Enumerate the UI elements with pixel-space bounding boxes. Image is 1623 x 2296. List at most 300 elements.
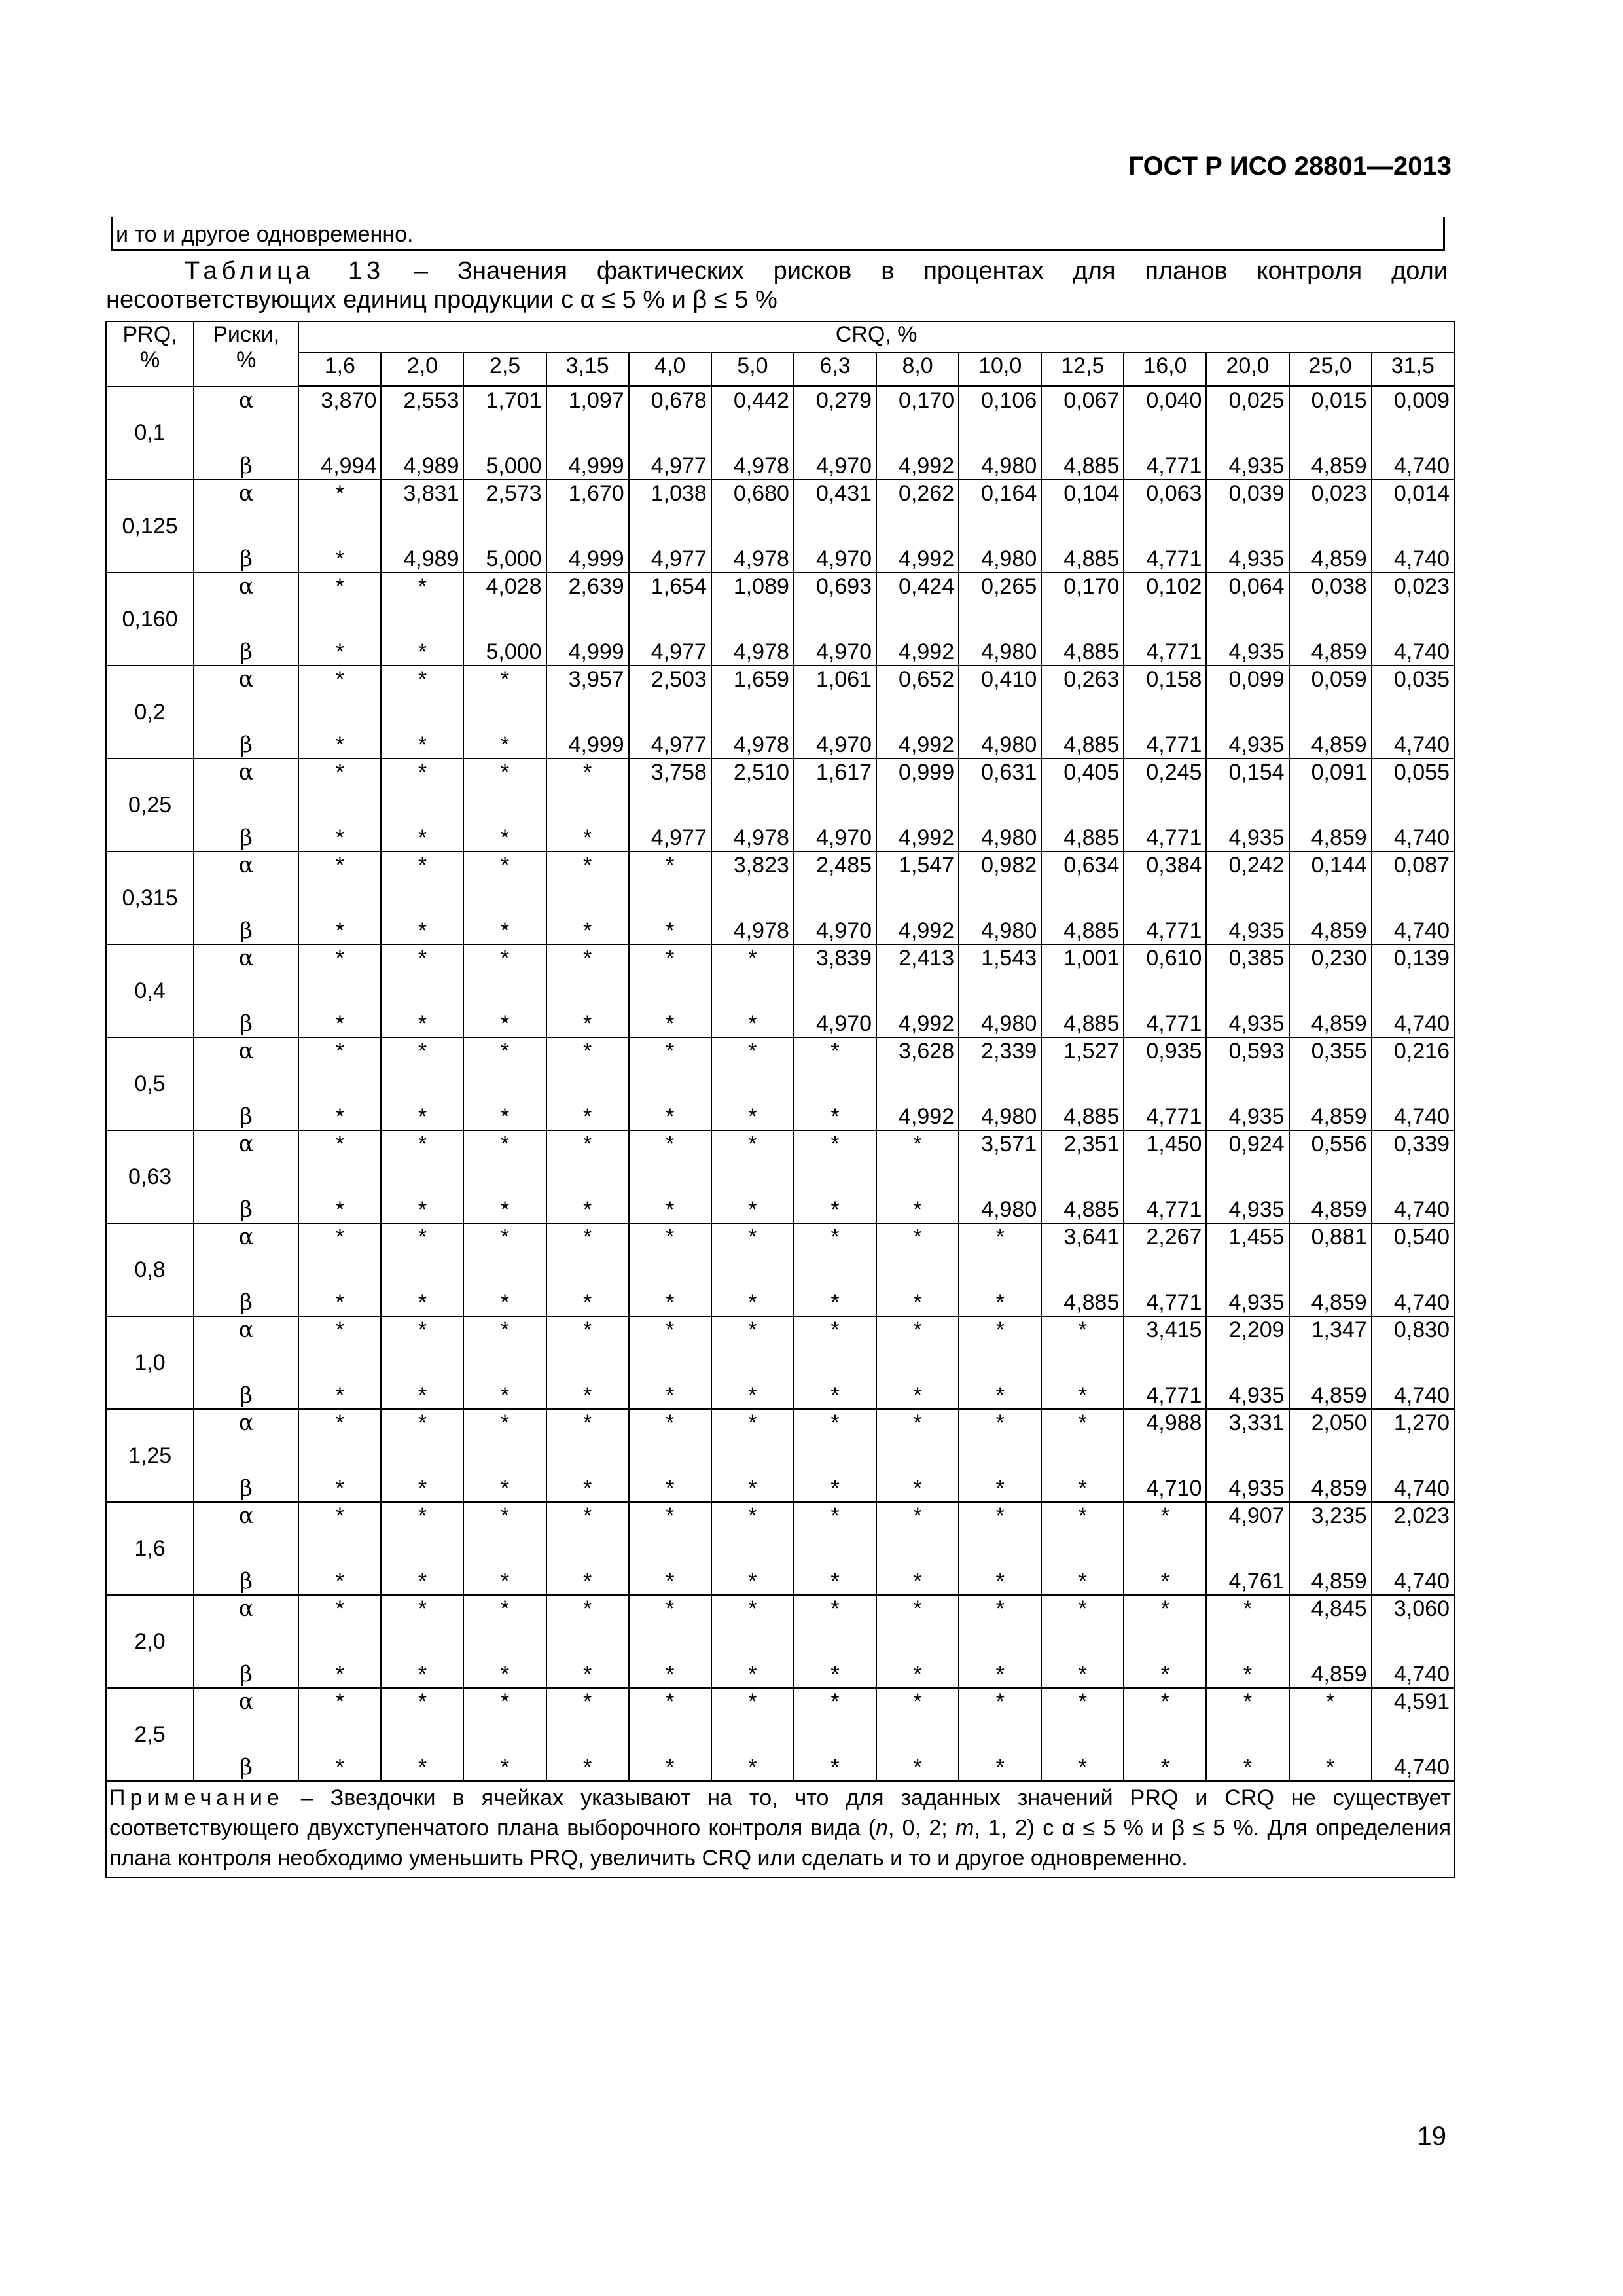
risk-value-cell bbox=[298, 1130, 381, 1223]
risk-value-cell bbox=[1041, 1130, 1124, 1223]
alpha-value: * bbox=[666, 1410, 675, 1435]
alpha-value: * bbox=[748, 1225, 757, 1249]
alpha-symbol: α bbox=[238, 1224, 254, 1250]
alpha-value: * bbox=[335, 1596, 344, 1621]
alpha-value: 0,242 bbox=[1228, 853, 1285, 878]
alpha-value: 3,060 bbox=[1393, 1596, 1450, 1621]
alpha-symbol: α bbox=[238, 852, 254, 878]
alpha-value: * bbox=[1078, 1503, 1087, 1528]
alpha-value: * bbox=[830, 1318, 840, 1342]
beta-value: * bbox=[335, 732, 344, 757]
beta-value: * bbox=[666, 918, 675, 943]
alpha-value: 0,678 bbox=[651, 388, 707, 413]
beta-value: 4,885 bbox=[1063, 639, 1120, 664]
risk-value-cell bbox=[1372, 1130, 1454, 1223]
risk-value-cell bbox=[959, 1502, 1041, 1595]
risk-value-cell bbox=[1124, 1037, 1206, 1130]
risk-value-cell bbox=[629, 1688, 711, 1781]
prq-value: 0,63 bbox=[106, 1130, 194, 1223]
risk-value-cell bbox=[1289, 666, 1372, 759]
risk-symbols bbox=[194, 386, 298, 480]
alpha-value: 0,245 bbox=[1146, 760, 1202, 785]
alpha-symbol: α bbox=[238, 945, 254, 971]
alpha-value: * bbox=[748, 1039, 757, 1064]
beta-value: 4,859 bbox=[1311, 547, 1367, 571]
crq-value-header: 31,5 bbox=[1372, 353, 1454, 386]
risk-value-cell bbox=[794, 759, 876, 852]
risk-value-cell bbox=[794, 666, 876, 759]
risk-value-cell bbox=[1289, 1037, 1372, 1130]
alpha-value: * bbox=[418, 1503, 427, 1528]
risk-value-cell bbox=[1289, 1595, 1372, 1688]
beta-value: * bbox=[418, 1569, 427, 1594]
risk-value-cell bbox=[1372, 1688, 1454, 1781]
beta-value: * bbox=[1078, 1476, 1087, 1501]
crq-value-header: 6,3 bbox=[794, 353, 876, 386]
risk-value-cell bbox=[1041, 666, 1124, 759]
risk-value-cell bbox=[1041, 1037, 1124, 1130]
alpha-value: * bbox=[418, 1596, 427, 1621]
alpha-value: * bbox=[830, 1410, 840, 1435]
alpha-value: 3,758 bbox=[651, 760, 707, 785]
alpha-value: * bbox=[830, 1503, 840, 1528]
alpha-value: 3,957 bbox=[568, 667, 624, 692]
alpha-value: 0,170 bbox=[1063, 574, 1120, 599]
alpha-value: 2,485 bbox=[815, 853, 872, 878]
alpha-value: 0,262 bbox=[899, 481, 955, 506]
caption-line-2: несоответствующих единиц продукции с α ≤ 5 % и β ≤ 5 % bbox=[106, 286, 777, 314]
beta-value: * bbox=[418, 1104, 427, 1129]
alpha-value: * bbox=[500, 1039, 510, 1064]
prq-value: 1,25 bbox=[106, 1409, 194, 1502]
alpha-value: 0,652 bbox=[899, 667, 955, 692]
risk-value-cell bbox=[1372, 1502, 1454, 1595]
alpha-symbol: α bbox=[238, 480, 254, 507]
risk-value-cell bbox=[463, 1316, 546, 1409]
alpha-value: 0,881 bbox=[1311, 1225, 1367, 1249]
crq-value-header: 3,15 bbox=[546, 353, 629, 386]
beta-value: * bbox=[335, 1011, 344, 1036]
beta-value: 4,989 bbox=[403, 454, 459, 478]
beta-value: 4,978 bbox=[733, 639, 789, 664]
risk-value-cell bbox=[463, 1130, 546, 1223]
beta-value: 4,977 bbox=[651, 825, 707, 850]
note-text-2: , 0, 2; bbox=[887, 1816, 955, 1840]
alpha-value: 0,593 bbox=[1228, 1039, 1285, 1064]
prq-value: 0,4 bbox=[106, 944, 194, 1037]
beta-value: * bbox=[1160, 1755, 1170, 1780]
table-row bbox=[106, 1223, 1454, 1316]
beta-value: * bbox=[913, 1383, 922, 1408]
beta-value: 4,859 bbox=[1311, 639, 1367, 664]
risk-symbols bbox=[194, 480, 298, 573]
alpha-value: 0,170 bbox=[899, 388, 955, 413]
risk-value-cell bbox=[381, 1223, 463, 1316]
beta-value: 4,994 bbox=[321, 454, 377, 478]
beta-value: * bbox=[830, 1755, 840, 1780]
alpha-value: 1,455 bbox=[1228, 1225, 1285, 1249]
alpha-value: 2,267 bbox=[1146, 1225, 1202, 1249]
beta-value: 4,859 bbox=[1311, 1011, 1367, 1036]
alpha-value: * bbox=[913, 1132, 922, 1157]
alpha-value: 3,415 bbox=[1146, 1318, 1202, 1342]
alpha-value: * bbox=[418, 574, 427, 599]
alpha-value: * bbox=[335, 1225, 344, 1249]
risk-value-cell bbox=[1289, 1316, 1372, 1409]
beta-value: * bbox=[1078, 1662, 1087, 1687]
beta-value: 4,992 bbox=[899, 732, 955, 757]
risk-value-cell bbox=[876, 1037, 959, 1130]
crq-value-header: 20,0 bbox=[1206, 353, 1289, 386]
beta-value: * bbox=[1160, 1569, 1170, 1594]
page-number: 19 bbox=[1417, 2122, 1446, 2151]
alpha-value: * bbox=[335, 1039, 344, 1064]
alpha-value: 4,591 bbox=[1393, 1689, 1450, 1714]
risk-value-cell bbox=[794, 944, 876, 1037]
alpha-value: 4,988 bbox=[1146, 1410, 1202, 1435]
beta-value: * bbox=[500, 1290, 510, 1315]
risk-value-cell bbox=[629, 1595, 711, 1688]
alpha-value: * bbox=[1160, 1596, 1170, 1621]
risk-value-cell bbox=[463, 1688, 546, 1781]
beta-value: 4,980 bbox=[981, 1197, 1037, 1222]
alpha-value: 1,659 bbox=[733, 667, 789, 692]
risk-value-cell bbox=[1289, 944, 1372, 1037]
alpha-value: 0,154 bbox=[1228, 760, 1285, 785]
alpha-value: 0,216 bbox=[1393, 1039, 1450, 1064]
alpha-value: 3,331 bbox=[1228, 1410, 1285, 1435]
risk-value-cell bbox=[629, 666, 711, 759]
prq-value: 2,5 bbox=[106, 1688, 194, 1781]
risk-value-cell bbox=[1041, 386, 1124, 480]
beta-value: * bbox=[913, 1290, 922, 1315]
beta-value: * bbox=[335, 639, 344, 664]
risk-value-cell bbox=[959, 1316, 1041, 1409]
beta-symbol: β bbox=[240, 1011, 253, 1037]
beta-value: 5,000 bbox=[486, 454, 542, 478]
alpha-value: 0,442 bbox=[733, 388, 789, 413]
beta-value: 4,980 bbox=[981, 454, 1037, 478]
risk-value-cell bbox=[629, 573, 711, 666]
beta-value: 4,980 bbox=[981, 1011, 1037, 1036]
alpha-value: * bbox=[1243, 1596, 1253, 1621]
risk-value-cell bbox=[298, 852, 381, 944]
alpha-value: * bbox=[1078, 1410, 1087, 1435]
beta-value: 4,771 bbox=[1146, 918, 1202, 943]
beta-value: * bbox=[913, 1569, 922, 1594]
risk-value-cell bbox=[1124, 759, 1206, 852]
risk-value-cell bbox=[546, 1409, 629, 1502]
risk-value-cell bbox=[463, 1595, 546, 1688]
alpha-value: 0,144 bbox=[1311, 853, 1367, 878]
risk-value-cell bbox=[1289, 1688, 1372, 1781]
beta-value: 4,935 bbox=[1228, 639, 1285, 664]
alpha-value: * bbox=[830, 1225, 840, 1249]
risk-symbols bbox=[194, 666, 298, 759]
beta-value: * bbox=[1078, 1755, 1087, 1780]
table-row bbox=[106, 386, 1454, 480]
risk-value-cell bbox=[1041, 1409, 1124, 1502]
alpha-value: 1,654 bbox=[651, 574, 707, 599]
beta-symbol: β bbox=[240, 546, 253, 572]
risk-value-cell bbox=[298, 759, 381, 852]
beta-value: * bbox=[335, 1383, 344, 1408]
prq-header-line1: PRQ, bbox=[122, 322, 177, 347]
risk-value-cell bbox=[711, 1223, 794, 1316]
risk-value-cell bbox=[463, 480, 546, 573]
risk-value-cell bbox=[381, 944, 463, 1037]
risk-header bbox=[194, 321, 298, 386]
alpha-value: * bbox=[666, 1503, 675, 1528]
alpha-value: 1,547 bbox=[899, 853, 955, 878]
beta-value: 4,970 bbox=[815, 639, 872, 664]
risk-value-cell bbox=[711, 1316, 794, 1409]
alpha-value: * bbox=[748, 1318, 757, 1342]
beta-value: * bbox=[583, 1290, 592, 1315]
risk-value-cell bbox=[1289, 852, 1372, 944]
prq-value: 2,0 bbox=[106, 1595, 194, 1688]
beta-value: 4,859 bbox=[1311, 918, 1367, 943]
risk-value-cell bbox=[1289, 480, 1372, 573]
alpha-value: * bbox=[500, 1132, 510, 1157]
alpha-value: * bbox=[1243, 1689, 1253, 1714]
risk-value-cell bbox=[1372, 386, 1454, 480]
risk-value-cell bbox=[546, 573, 629, 666]
beta-value: 4,761 bbox=[1228, 1569, 1285, 1594]
risk-value-cell bbox=[381, 1037, 463, 1130]
alpha-value: 0,104 bbox=[1063, 481, 1120, 506]
beta-value: 4,740 bbox=[1393, 547, 1450, 571]
alpha-value: * bbox=[830, 1596, 840, 1621]
risk-value-cell bbox=[1289, 759, 1372, 852]
risk-value-cell bbox=[1124, 1316, 1206, 1409]
risk-value-cell bbox=[1041, 480, 1124, 573]
beta-value: 4,771 bbox=[1146, 1290, 1202, 1315]
beta-value: 4,935 bbox=[1228, 454, 1285, 478]
beta-value: 4,935 bbox=[1228, 732, 1285, 757]
alpha-value: * bbox=[748, 1596, 757, 1621]
alpha-value: 0,263 bbox=[1063, 667, 1120, 692]
beta-symbol: β bbox=[240, 1661, 253, 1687]
beta-value: 4,935 bbox=[1228, 918, 1285, 943]
alpha-value: * bbox=[748, 1132, 757, 1157]
alpha-value: 2,510 bbox=[733, 760, 789, 785]
risk-value-cell bbox=[546, 1502, 629, 1595]
crq-header: CRQ, % bbox=[298, 321, 1454, 353]
risk-value-cell bbox=[876, 1688, 959, 1781]
beta-value: * bbox=[748, 1290, 757, 1315]
alpha-value: * bbox=[500, 1225, 510, 1249]
alpha-value: 4,845 bbox=[1311, 1596, 1367, 1621]
risk-value-cell bbox=[1289, 386, 1372, 480]
beta-value: 4,740 bbox=[1393, 918, 1450, 943]
beta-value: 4,771 bbox=[1146, 1011, 1202, 1036]
risk-value-cell bbox=[381, 1595, 463, 1688]
risk-value-cell bbox=[711, 852, 794, 944]
risk-value-cell bbox=[381, 386, 463, 480]
alpha-value: * bbox=[500, 946, 510, 971]
risk-value-cell bbox=[959, 386, 1041, 480]
beta-value: 4,740 bbox=[1393, 1569, 1450, 1594]
risk-value-cell bbox=[1372, 1316, 1454, 1409]
alpha-value: * bbox=[583, 1410, 592, 1435]
alpha-value: * bbox=[1078, 1689, 1087, 1714]
table-row bbox=[106, 759, 1454, 852]
risk-value-cell bbox=[1124, 573, 1206, 666]
risk-header-line1: Риски, bbox=[213, 322, 280, 347]
beta-value: * bbox=[748, 1662, 757, 1687]
risk-value-cell bbox=[381, 666, 463, 759]
beta-value: * bbox=[748, 1197, 757, 1222]
alpha-symbol: α bbox=[238, 1689, 254, 1715]
alpha-value: * bbox=[1326, 1689, 1335, 1714]
beta-value: * bbox=[418, 1755, 427, 1780]
table-row bbox=[106, 1316, 1454, 1409]
alpha-value: * bbox=[500, 1503, 510, 1528]
risk-value-cell bbox=[1041, 1223, 1124, 1316]
risk-value-cell bbox=[546, 1223, 629, 1316]
alpha-value: 1,543 bbox=[981, 946, 1037, 971]
beta-value: 4,771 bbox=[1146, 454, 1202, 478]
risk-value-cell bbox=[1372, 573, 1454, 666]
table-row bbox=[106, 1502, 1454, 1595]
alpha-value: * bbox=[583, 946, 592, 971]
table-row bbox=[106, 1409, 1454, 1502]
risk-value-cell bbox=[629, 759, 711, 852]
beta-value: * bbox=[335, 1290, 344, 1315]
crq-value-header: 10,0 bbox=[959, 353, 1041, 386]
risk-symbols bbox=[194, 944, 298, 1037]
crq-value-header: 2,5 bbox=[463, 353, 546, 386]
alpha-value: * bbox=[418, 1689, 427, 1714]
beta-value: * bbox=[583, 1755, 592, 1780]
alpha-value: 1,038 bbox=[651, 481, 707, 506]
prq-value: 0,125 bbox=[106, 480, 194, 573]
alpha-value: * bbox=[583, 1689, 592, 1714]
alpha-value: 1,097 bbox=[568, 388, 624, 413]
alpha-value: 2,573 bbox=[486, 481, 542, 506]
beta-value: 4,977 bbox=[651, 732, 707, 757]
beta-value: * bbox=[418, 639, 427, 664]
beta-value: * bbox=[1243, 1755, 1253, 1780]
beta-value: * bbox=[1326, 1755, 1335, 1780]
risk-value-cell bbox=[1372, 852, 1454, 944]
risk-value-cell bbox=[794, 573, 876, 666]
alpha-value: * bbox=[500, 853, 510, 878]
beta-value: * bbox=[500, 1011, 510, 1036]
beta-value: * bbox=[666, 1011, 675, 1036]
beta-value: * bbox=[418, 825, 427, 850]
beta-value: * bbox=[418, 1476, 427, 1501]
alpha-value: 0,164 bbox=[981, 481, 1037, 506]
risk-value-cell bbox=[546, 666, 629, 759]
beta-value: 4,992 bbox=[899, 639, 955, 664]
alpha-value: * bbox=[666, 1318, 675, 1342]
alpha-value: 2,339 bbox=[981, 1039, 1037, 1064]
table-row bbox=[106, 1130, 1454, 1223]
beta-value: 4,740 bbox=[1393, 1476, 1450, 1501]
risk-value-cell bbox=[298, 666, 381, 759]
beta-value: 4,740 bbox=[1393, 639, 1450, 664]
beta-value: 4,710 bbox=[1146, 1476, 1202, 1501]
beta-value: * bbox=[748, 1569, 757, 1594]
prq-value: 0,1 bbox=[106, 386, 194, 480]
alpha-value: 3,823 bbox=[733, 853, 789, 878]
risk-symbols bbox=[194, 1037, 298, 1130]
risk-value-cell bbox=[298, 1502, 381, 1595]
alpha-value: 0,265 bbox=[981, 574, 1037, 599]
beta-value: * bbox=[500, 732, 510, 757]
alpha-value: 0,158 bbox=[1146, 667, 1202, 692]
risk-value-cell bbox=[298, 1316, 381, 1409]
beta-value: 4,980 bbox=[981, 732, 1037, 757]
risk-value-cell bbox=[463, 852, 546, 944]
risk-value-cell bbox=[546, 852, 629, 944]
caption-label: Таблица 13 bbox=[185, 257, 385, 285]
risk-value-cell bbox=[876, 573, 959, 666]
crq-value-header: 25,0 bbox=[1289, 353, 1372, 386]
risk-value-cell bbox=[1206, 666, 1289, 759]
beta-value: * bbox=[666, 1104, 675, 1129]
table-row bbox=[106, 1688, 1454, 1781]
beta-value: * bbox=[418, 918, 427, 943]
risk-value-cell bbox=[629, 1316, 711, 1409]
beta-value: * bbox=[830, 1662, 840, 1687]
beta-value: * bbox=[335, 825, 344, 850]
alpha-value: * bbox=[335, 1318, 344, 1342]
beta-value: * bbox=[748, 1476, 757, 1501]
alpha-value: * bbox=[583, 1318, 592, 1342]
beta-value: 4,885 bbox=[1063, 454, 1120, 478]
beta-value: 4,771 bbox=[1146, 1104, 1202, 1129]
beta-value: * bbox=[500, 1755, 510, 1780]
beta-value: * bbox=[500, 1569, 510, 1594]
alpha-value: 0,339 bbox=[1393, 1132, 1450, 1157]
risk-table bbox=[105, 321, 1455, 1878]
beta-value: * bbox=[748, 1011, 757, 1036]
alpha-value: 0,385 bbox=[1228, 946, 1285, 971]
risk-value-cell bbox=[711, 573, 794, 666]
risk-value-cell bbox=[1372, 480, 1454, 573]
risk-value-cell bbox=[876, 386, 959, 480]
crq-value-header: 2,0 bbox=[381, 353, 463, 386]
risk-value-cell bbox=[959, 1595, 1041, 1688]
risk-value-cell bbox=[1124, 1409, 1206, 1502]
risk-value-cell bbox=[629, 1037, 711, 1130]
beta-value: * bbox=[666, 1290, 675, 1315]
crq-value-header: 8,0 bbox=[876, 353, 959, 386]
alpha-value: * bbox=[748, 1689, 757, 1714]
risk-symbols bbox=[194, 1316, 298, 1409]
risk-value-cell bbox=[1041, 1595, 1124, 1688]
beta-value: * bbox=[1160, 1662, 1170, 1687]
table-row bbox=[106, 666, 1454, 759]
beta-value: 4,885 bbox=[1063, 825, 1120, 850]
risk-value-cell bbox=[629, 1409, 711, 1502]
beta-value: 4,859 bbox=[1311, 825, 1367, 850]
beta-value: 4,859 bbox=[1311, 1476, 1367, 1501]
risk-symbols bbox=[194, 1502, 298, 1595]
alpha-value: 0,038 bbox=[1311, 574, 1367, 599]
alpha-value: * bbox=[666, 1596, 675, 1621]
beta-value: * bbox=[666, 1755, 675, 1780]
alpha-value: 0,014 bbox=[1393, 481, 1450, 506]
beta-value: * bbox=[418, 1290, 427, 1315]
alpha-value: 0,410 bbox=[981, 667, 1037, 692]
document-header: ГОСТ Р ИСО 28801—2013 bbox=[1128, 152, 1452, 181]
beta-value: 4,885 bbox=[1063, 1104, 1120, 1129]
note-text-3: , 1, 2) с α ≤ 5 % и β ≤ 5 %. Для определения плана контроля необходимо уменьшить PRQ, увеличить CRQ или сделать и то и другое одновременно. bbox=[109, 1816, 1452, 1871]
